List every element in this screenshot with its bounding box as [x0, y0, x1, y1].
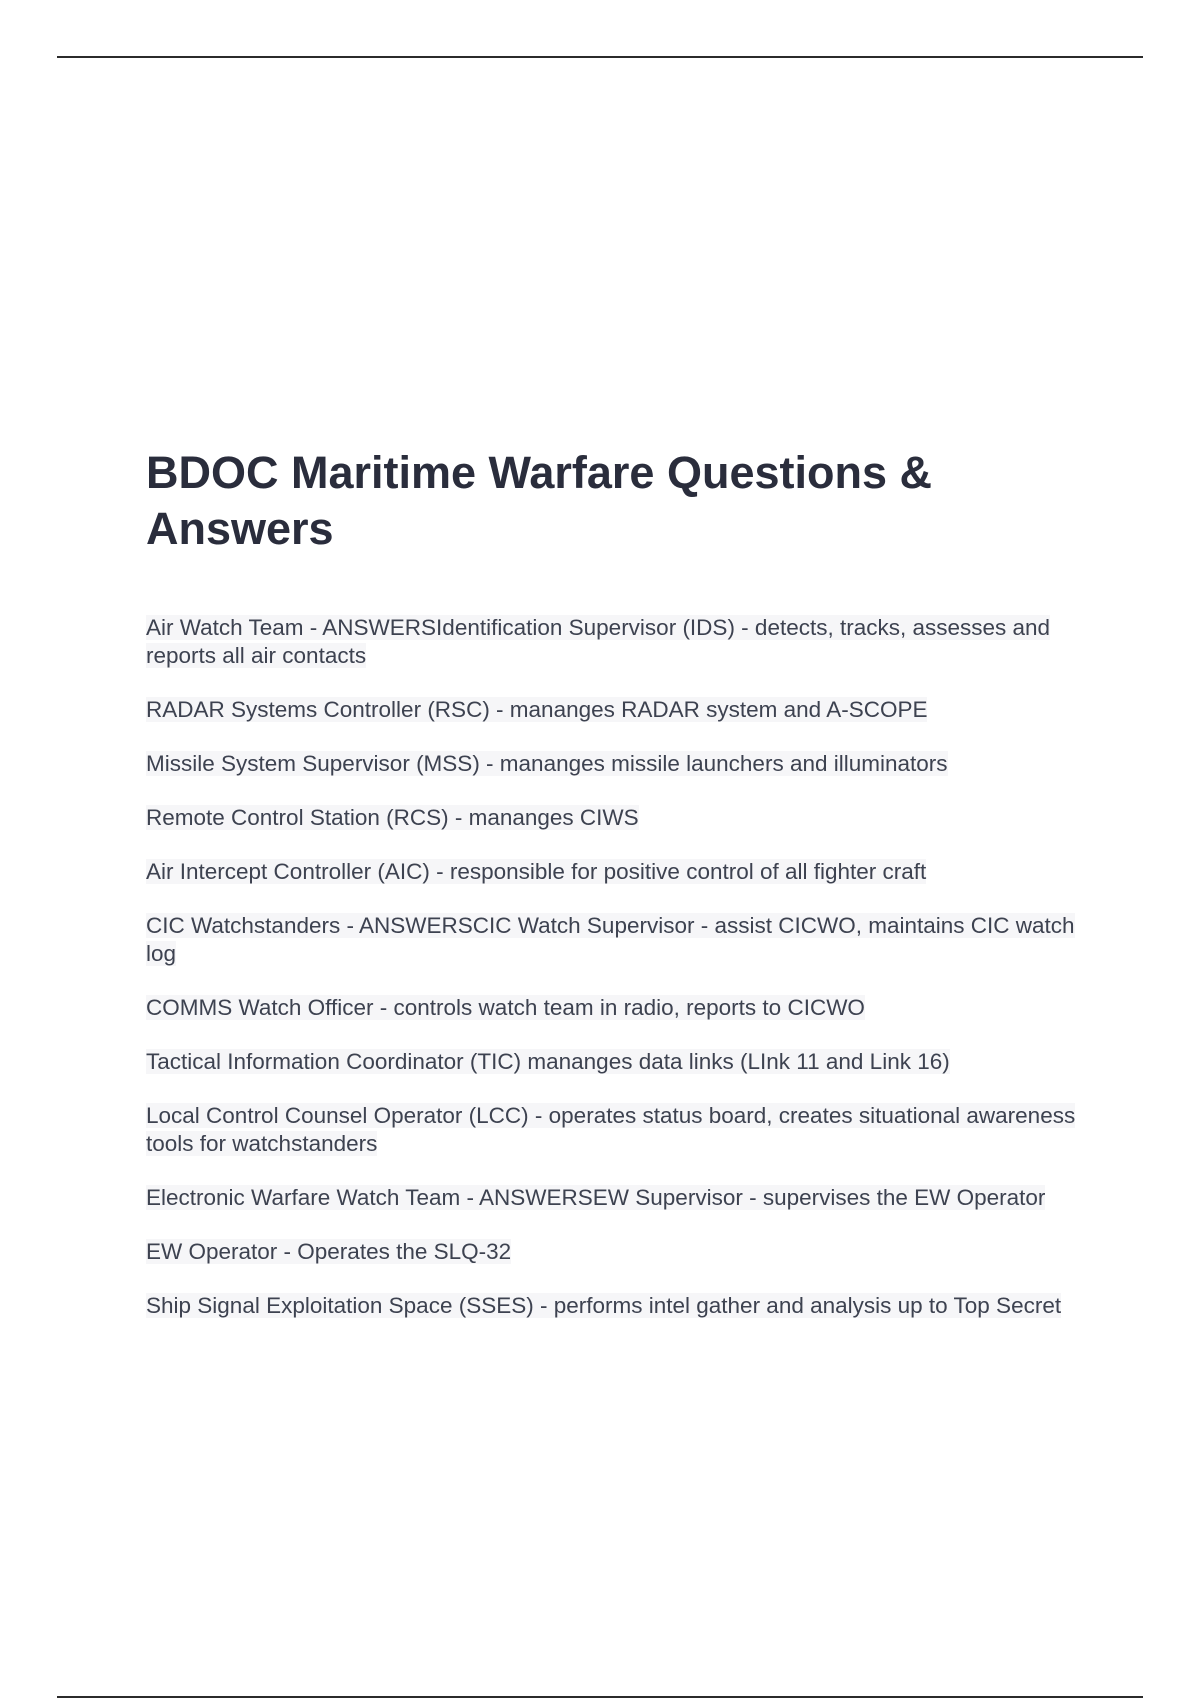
qa-entry-text: RADAR Systems Controller (RSC) - mananges RADAR system and A-SCOPE [146, 697, 928, 722]
qa-entry-text: Local Control Counsel Operator (LCC) - operates status board, creates situational awareness tools for watchstanders [146, 1103, 1076, 1156]
footer-rule [57, 1696, 1143, 1698]
qa-entry-text: CIC Watchstanders - ANSWERSCIC Watch Supervisor - assist CICWO, maintains CIC watch log [146, 913, 1075, 966]
qa-list [146, 614, 1086, 1320]
qa-entry [146, 1184, 1086, 1212]
qa-entry-text: Air Intercept Controller (AIC) - responsible for positive control of all fighter craft [146, 859, 927, 884]
qa-entry [146, 614, 1086, 670]
qa-entry-text: Tactical Information Coordinator (TIC) mananges data links (LInk 11 and Link 16) [146, 1049, 950, 1074]
qa-entry-text: Ship Signal Exploitation Space (SSES) - performs intel gather and analysis up to Top Secret [146, 1293, 1062, 1318]
qa-entry [146, 1102, 1086, 1158]
qa-entry [146, 1048, 1086, 1076]
qa-entry-text: Remote Control Station (RCS) - mananges CIWS [146, 805, 639, 830]
qa-entry-text: EW Operator - Operates the SLQ-32 [146, 1239, 512, 1264]
document-body [146, 445, 1086, 1346]
qa-entry [146, 696, 1086, 724]
qa-entry [146, 750, 1086, 778]
qa-entry-text: Air Watch Team - ANSWERSIdentification Supervisor (IDS) - detects, tracks, assesses and reports all air contacts [146, 615, 1051, 668]
qa-entry [146, 912, 1086, 968]
qa-entry-text: Missile System Supervisor (MSS) - mananges missile launchers and illuminators [146, 751, 948, 776]
qa-entry [146, 804, 1086, 832]
qa-entry-text: Electronic Warfare Watch Team - ANSWERSEW Supervisor - supervises the EW Operator [146, 1185, 1046, 1210]
qa-entry [146, 994, 1086, 1022]
qa-entry-text: COMMS Watch Officer - controls watch team in radio, reports to CICWO [146, 995, 865, 1020]
qa-entry [146, 1292, 1086, 1320]
qa-entry [146, 858, 1086, 886]
header-rule [57, 56, 1143, 58]
qa-entry [146, 1238, 1086, 1266]
document-title: BDOC Maritime Warfare Questions & Answers [146, 447, 932, 554]
